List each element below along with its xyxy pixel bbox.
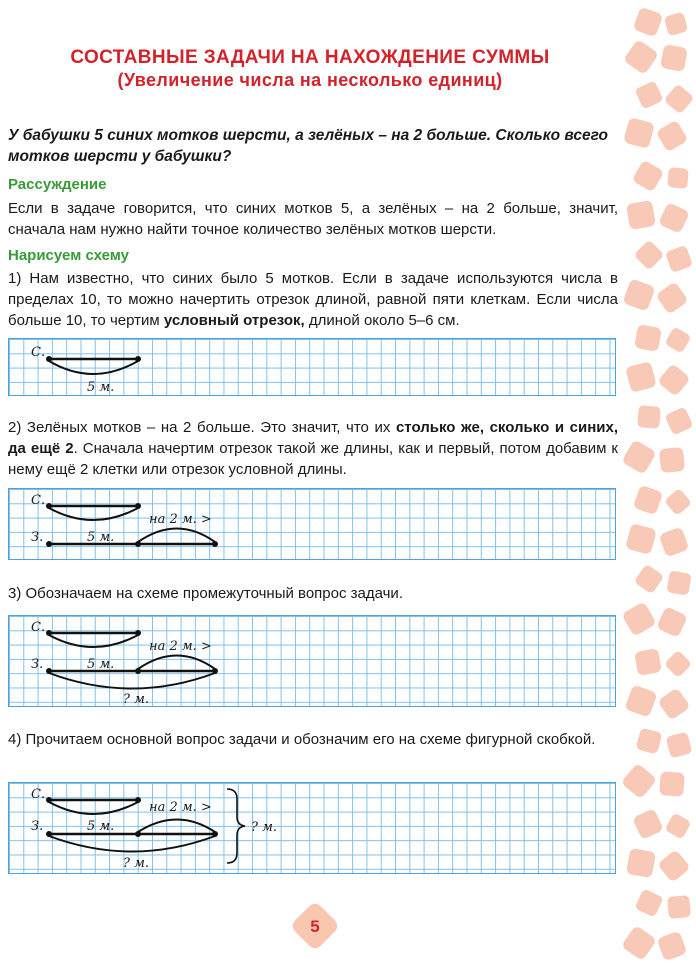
arc-blue (49, 635, 138, 647)
step-4-text: 4) Прочитаем основной вопрос задачи и обозначим его на схеме фигурной скобкой. (8, 731, 596, 748)
step-1-part-a: 1) Нам известно, что синих было 5 мотков. Если в задаче используются числа в пределах 10, то можно начертить отрезок длиной, равной пяти клеткам. Если числа больше 10, то чертим (8, 270, 618, 329)
step-2-part-c: . Сначала начертим отрезок такой же длины, как и первый, потом добавим к нему ещё 2 клетки или отрезок условной длины. (8, 440, 618, 478)
label-five: 5 м. (87, 819, 115, 834)
scheme-4-grid (8, 782, 616, 874)
label-question-green: ? м. (123, 692, 150, 707)
step-1-text (8, 268, 618, 331)
curly-brace (227, 789, 245, 863)
label-five: 5 м. (87, 657, 115, 672)
label-green: З. (31, 819, 44, 834)
label-more: на 2 м. > (149, 512, 212, 527)
scheme-heading: Нарисуем схему (8, 247, 129, 264)
label-five: 5 м. (87, 530, 115, 545)
scheme-2-grid (8, 488, 616, 560)
step-2-part-a: 2) Зелёных мотков – на 2 больше. Это значит, что их (8, 419, 396, 436)
point-green-start (46, 541, 52, 547)
label-blue: С. (31, 620, 46, 635)
arc-extra (138, 529, 215, 543)
reasoning-heading: Рассуждение (8, 176, 107, 193)
scheme-4-drawing (9, 783, 617, 875)
label-more: на 2 м. > (149, 800, 212, 815)
step-2-bold: столько же, сколько и синих, да ещё 2 (8, 419, 618, 457)
page-number-badge (287, 898, 343, 954)
label-green: З. (31, 657, 44, 672)
arc-green-total (49, 836, 215, 852)
step-2-text (8, 417, 618, 480)
arc-blue (49, 361, 138, 374)
scheme-1-drawing (9, 339, 617, 397)
page-number: 5 (310, 917, 320, 936)
label-question-total: ? м. (251, 820, 278, 835)
decorative-tiles (620, 0, 696, 970)
label-five: 5 м. (87, 380, 115, 395)
label-blue: С. (31, 493, 46, 508)
arc-extra (138, 820, 215, 833)
label-more: на 2 м. > (149, 639, 212, 654)
step-1-bold: условный отрезок, (163, 312, 305, 329)
task-statement: У бабушки 5 синих мотков шерсти, а зелёных – на 2 больше. Сколько всего мотков шерсти у бабушки? (8, 127, 608, 165)
scheme-3-drawing (9, 616, 617, 708)
label-blue: С. (31, 787, 46, 802)
arc-green-total (49, 673, 215, 689)
page-title: СОСТАВНЫЕ ЗАДАЧИ НА НАХОЖДЕНИЕ СУММЫ (70, 47, 550, 68)
page-number-shape (287, 898, 343, 954)
scheme-1-grid (8, 338, 616, 396)
scheme-3-grid (8, 615, 616, 707)
arc-extra (138, 656, 215, 670)
step-3-text: 3) Обозначаем на схеме промежуточный вопрос задачи. (8, 585, 403, 602)
page-subtitle: (Увеличение числа на несколько единиц) (117, 70, 503, 90)
label-blue: С. (31, 345, 46, 360)
label-green: З. (31, 530, 44, 545)
arc-blue (49, 508, 138, 520)
arc-blue (49, 802, 138, 814)
scheme-2-drawing (9, 489, 617, 561)
step-1-part-c: длиной около 5–6 см. (304, 312, 460, 329)
label-question-green: ? м. (123, 856, 150, 871)
reasoning-text: Если в задаче говорится, что синих мотков 5, а зелёных – на 2 больше, значит, сначала нам нужно найти точное количество зелёных мотков шерсти. (8, 200, 618, 238)
